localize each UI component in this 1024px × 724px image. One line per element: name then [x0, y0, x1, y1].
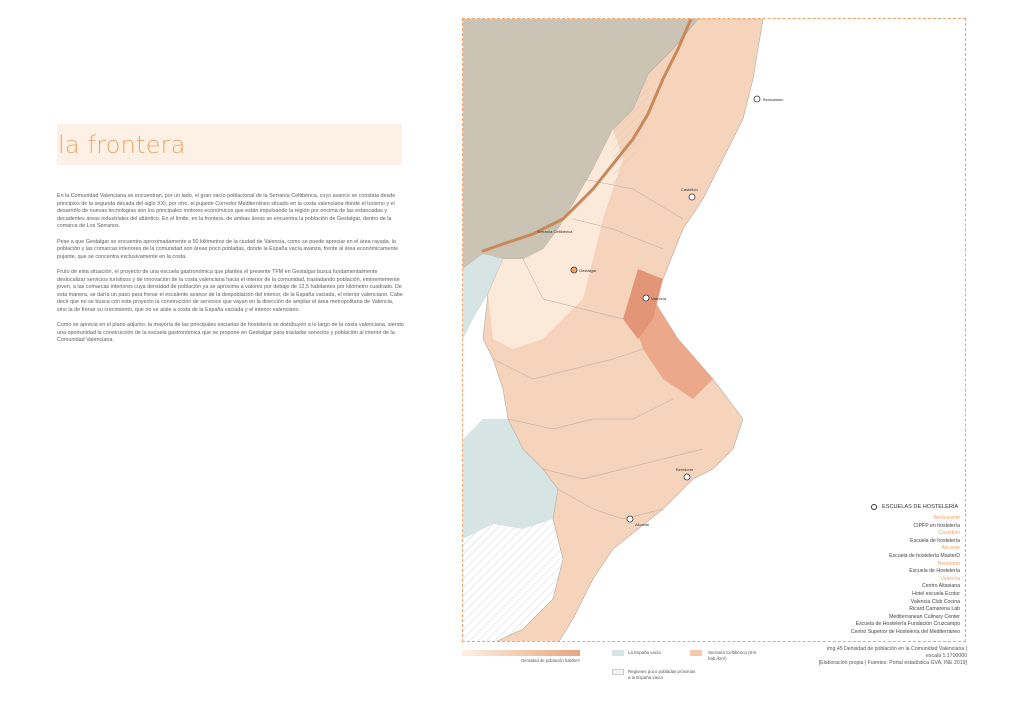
legend-school: Valencia Club Cocina — [910, 598, 960, 605]
school-dot-icon — [871, 504, 877, 510]
legend-school: Centro Altaviana — [921, 583, 960, 590]
paragraph: En la Comunidad Valenciana se encuentran, por un lado, el gran vacío poblacional de la Serranía Celtibérica, cuyo avance se constata desde principios de la segunda década del siglo XXI, por otro, el pujante Corredor Mediterráneo situado en la costa valenciana donde el turismo y el desarrollo de nuevas tecnologías son los principales motores económicos que están impulsando la región por encima de las estancadas y decadentes áreas industriales del atlántico. En el límite, en la frontera, de ambas áreas se encuentra la población de Gestalgar, dentro de la comarca de Los Serranos. — [57, 193, 396, 230]
legend-school: CIPFP en hostelería — [913, 522, 960, 529]
legend-school: Escuela de hostelería — [910, 537, 960, 544]
legend-school: Hotel escuela Ecotur — [912, 590, 960, 597]
serrania-label: Serranía Celtibérica (8-9 hab./km²) — [708, 650, 756, 661]
legend-city: Alicante — [941, 545, 960, 552]
legend-city: Benicassim — [933, 515, 960, 521]
legend-school: Escuela de Hostelería Fundación Cruzcampo — [855, 621, 960, 628]
label-gestalgar: Gestalgar — [579, 268, 597, 273]
paragraph: Pese a que Gestalgar se encuentra aproximadamente a 50 kilómetros de la ciudad de Valencia, como se puede apreciar en el área rayada, la población y las comarcas interiores de la comunidad son áreas poco pobladas, donde la España vacía avanza, frente al área económicamente pujante, que se concentra exclusivamente en la costa. — [57, 238, 399, 260]
paragraph: Fruto de esta situación, el proyecto de una escuela gastronómica que plantea el presente TFM en Gestalgar busca fundamentalmente deslocalizar servicios turísticos y de innovación de la costa valenciana hacia el interior de la comunidad, trasladando población, eminentemente joven, a las comarcas interiores cuya densidad de población ya se aproxima a valores por debajo de 12,5 habitantes por kilómetro cuadrado. De esta manera, se daría un paso para frenar el escalente avance de la despoblación del interior, de la España vaciada, el interior valenciano. Cabe decir que no se busca con este proyecto la construcción de servicios que vayan en la dirección de ampliar el área metropolitana de Valencia, sino la de frenar su crecimiento, que no se aísle a costa de la España vaciada y el interior valenciano. — [57, 268, 403, 313]
serrania-swatch — [690, 650, 702, 656]
legend-city: Benidorm — [937, 560, 960, 567]
legend-city: Castellón — [938, 530, 960, 537]
regiones-label: Regiones poco pobladas próximas a la España vacía — [628, 669, 696, 680]
legend-heading — [820, 504, 960, 510]
benicassim-marker — [754, 96, 760, 102]
benidorm-marker — [684, 474, 690, 480]
label-benicassim: Benicassim — [763, 97, 784, 102]
label-valencia: Valencia — [651, 296, 667, 301]
regiones-swatch — [612, 669, 624, 675]
label-benidorm: Benidorm — [676, 467, 694, 472]
figure-caption — [772, 646, 967, 667]
density-scale-caption: Densidad de población hab/km² — [521, 658, 580, 663]
legend-list — [820, 515, 960, 637]
valencia-marker — [643, 295, 649, 301]
schools-legend — [820, 504, 960, 637]
caption-line: [Elaboración propia | Fuentes: Portal estadística GVA, INE 2019] — [818, 660, 967, 666]
label-serrania: Serranía Celtibérica — [537, 229, 573, 234]
caption-line: escala 1:1700000 — [926, 653, 967, 659]
gestalgar-marker — [571, 267, 577, 273]
espana-vacia-swatch — [612, 650, 624, 656]
legend-school: Escuela de Hostelería — [909, 568, 960, 575]
density-scale-bar — [462, 650, 580, 656]
legend-heading-text: ESCUELAS DE HOSTELERÍA — [882, 504, 959, 510]
alicante-marker — [627, 516, 633, 522]
page-title: la frontera — [58, 131, 186, 159]
label-alicante: Alicante — [635, 522, 650, 527]
caption-line: img.45 Densidad de población en la Comunidad Valenciana | — [827, 646, 967, 652]
castellon-marker — [689, 194, 695, 200]
paragraph: Como se aprecia en el plano adjunto, la mayoría de las principales escuelas de hostelería se distribuyen a lo largo de la costa valenciana, siendo una oportunidad la construcción de la escuela gastronómica que se propone en Gestalgar para trasladar servicios y población al interior de la Comunidad Valenciana. — [57, 322, 404, 344]
legend-school: Escuela de hostelería MasterD — [889, 552, 960, 559]
legend-school: Ricard Camarena Lab — [909, 606, 960, 613]
label-castellon: Castellón — [681, 187, 698, 192]
body-text — [57, 193, 404, 352]
legend-school: Mediterranean Culinary Center — [889, 613, 960, 620]
legend-school: Centro Superior de Hostelería del Mediterráneo — [850, 628, 960, 635]
legend-city: Valencia — [940, 575, 960, 582]
espana-vacia-label: La España vacía — [628, 650, 661, 655]
